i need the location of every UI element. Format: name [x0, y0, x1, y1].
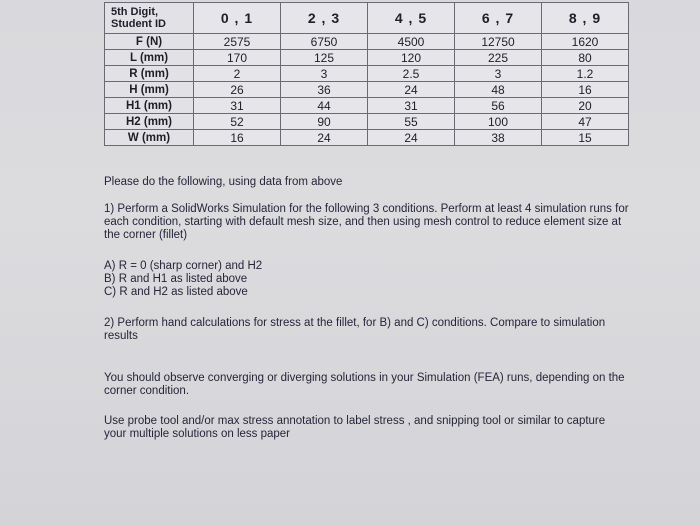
table-row — [105, 130, 629, 146]
note-converging — [104, 372, 629, 398]
table-header-row — [105, 3, 629, 34]
table-cell: 48 — [455, 82, 542, 98]
row-label: H1 (mm) — [105, 98, 194, 114]
row-label: L (mm) — [105, 50, 194, 66]
intro-text: Please do the following, using data from above — [104, 176, 343, 188]
table-cell: 31 — [194, 98, 281, 114]
table-cell: 24 — [368, 130, 455, 146]
table-cell: 55 — [368, 114, 455, 130]
item-1-text: 1) Perform a SolidWorks Simulation for the following 3 conditions. Perform at least 4 simulation runs for each condition, starting with default mesh size, and then using mesh control to reduce element size at the corner (fillet) — [104, 203, 629, 241]
table-cell: 31 — [368, 98, 455, 114]
table-row — [105, 114, 629, 130]
note-probe-tool — [104, 415, 629, 441]
column-header: 8 , 9 — [542, 3, 629, 34]
note-1-text: You should observe converging or diverging solutions in your Simulation (FEA) runs, depending on the corner condition. — [104, 372, 625, 397]
instruction-item-1 — [104, 203, 629, 242]
table-cell: 2.5 — [368, 66, 455, 82]
table-cell: 100 — [455, 114, 542, 130]
table-cell: 44 — [281, 98, 368, 114]
table-row — [105, 66, 629, 82]
table-cell: 225 — [455, 50, 542, 66]
student-id-header — [105, 3, 194, 34]
row-label: R (mm) — [105, 66, 194, 82]
table-cell: 6750 — [281, 34, 368, 50]
table-cell: 3 — [281, 66, 368, 82]
note-2-text: Use probe tool and/or max stress annotation to label stress , and snipping tool or similar to capture your multiple solutions on less paper — [104, 415, 606, 440]
table-row — [105, 34, 629, 50]
table-cell: 4500 — [368, 34, 455, 50]
table-cell: 12750 — [455, 34, 542, 50]
table-cell: 47 — [542, 114, 629, 130]
table-cell: 1.2 — [542, 66, 629, 82]
table-cell: 52 — [194, 114, 281, 130]
condition-c: C) R and H2 as listed above — [104, 286, 248, 298]
item-2-text: 2) Perform hand calculations for stress at the fillet, for B) and C) conditions. Compare to simulation results — [104, 317, 606, 342]
table-cell: 120 — [368, 50, 455, 66]
instruction-item-2 — [104, 317, 629, 343]
table-cell: 26 — [194, 82, 281, 98]
table-cell: 125 — [281, 50, 368, 66]
table-row — [105, 82, 629, 98]
table-cell: 20 — [542, 98, 629, 114]
table-cell: 3 — [455, 66, 542, 82]
instructions-intro — [104, 176, 629, 189]
row-label: W (mm) — [105, 130, 194, 146]
row-label: H (mm) — [105, 82, 194, 98]
column-header: 2 , 3 — [281, 3, 368, 34]
row-label: H2 (mm) — [105, 114, 194, 130]
table-cell: 1620 — [542, 34, 629, 50]
column-header: 6 , 7 — [455, 3, 542, 34]
row-label: F (N) — [105, 34, 194, 50]
table-cell: 36 — [281, 82, 368, 98]
conditions-list — [104, 260, 629, 299]
table-row — [105, 98, 629, 114]
table-cell: 15 — [542, 130, 629, 146]
table-cell: 2575 — [194, 34, 281, 50]
table-cell: 2 — [194, 66, 281, 82]
table-cell: 170 — [194, 50, 281, 66]
condition-b: B) R and H1 as listed above — [104, 273, 248, 285]
table-cell: 16 — [542, 82, 629, 98]
table-cell: 80 — [542, 50, 629, 66]
student-id-header-line1: 5th Digit, — [111, 6, 159, 18]
table-cell: 90 — [281, 114, 368, 130]
table-cell: 38 — [455, 130, 542, 146]
table-cell: 24 — [368, 82, 455, 98]
table-cell: 16 — [194, 130, 281, 146]
table-cell: 24 — [281, 130, 368, 146]
column-header: 0 , 1 — [194, 3, 281, 34]
dimensions-table — [104, 2, 629, 146]
table-row — [105, 50, 629, 66]
column-header: 4 , 5 — [368, 3, 455, 34]
condition-a: A) R = 0 (sharp corner) and H2 — [104, 260, 263, 272]
table-cell: 56 — [455, 98, 542, 114]
student-id-header-line2: Student ID — [111, 18, 166, 30]
